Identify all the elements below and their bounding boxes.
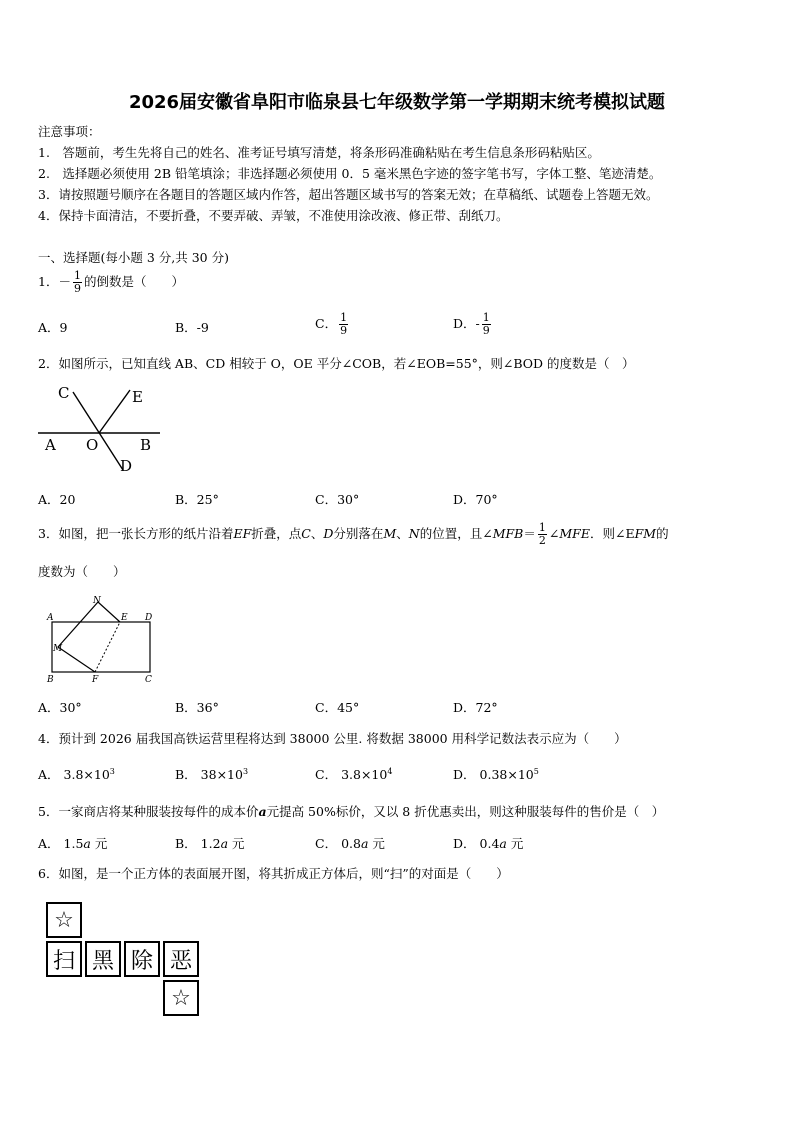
q2-option-d: D．70°	[453, 492, 498, 507]
q3-frac-denominator: 2	[538, 534, 546, 547]
notice-item-3: 3．请按照题号顺序在各题目的答题区域内作答，超出答题区域书写的答案无效；在草稿纸、试题卷上答题无效。	[38, 187, 659, 202]
q3-sep: 、	[310, 526, 324, 541]
q5-option-c	[315, 834, 385, 852]
q4-a-base: 3.8×10	[63, 767, 110, 782]
q1-option-d	[453, 312, 493, 337]
q4-b-exp: 3	[242, 766, 249, 776]
q5-d-label: D．	[453, 836, 476, 851]
label-e: E	[121, 613, 128, 623]
q5-a-var: a	[83, 836, 91, 851]
question-3-line-2: 度数为（ ）	[38, 564, 126, 579]
label-d: D	[145, 613, 153, 623]
q5-text-2: 元提高 50%标价，又以 8 折优惠卖出，则这种服装每件的售价是（ ）	[266, 804, 665, 819]
page-title: 2026届安徽省阜阳市临泉县七年级数学第一学期期末统考模拟试题	[128, 92, 666, 113]
q5-b-var: a	[220, 836, 229, 851]
q1-d-numerator: 1	[482, 311, 490, 324]
q2-option-a: A．20	[38, 492, 76, 507]
rectangle	[52, 622, 150, 672]
q5-option-b	[175, 834, 245, 852]
q1-option-b: B．-9	[175, 320, 209, 335]
q5-c-var: a	[360, 836, 369, 851]
q3-text-1: 3．如图，把一张长方形的纸片沿着	[38, 526, 234, 541]
q3-text-3: 分别落在	[333, 526, 384, 541]
ray-oe	[99, 390, 130, 433]
q3-option-d: D．72°	[453, 700, 498, 715]
q3-figure	[40, 592, 165, 687]
q1-number: 1．	[38, 274, 59, 289]
net-cell-chu: 除	[124, 941, 160, 977]
net-cell-star-top: ☆	[46, 902, 82, 938]
section-heading: 一、选择题(每小题 3 分,共 30 分)	[38, 250, 229, 265]
q3-option-b: B．36°	[175, 700, 219, 715]
q2-option-c: C．30°	[315, 492, 360, 507]
label-e: E	[132, 388, 143, 406]
q3-point-d: D	[323, 526, 334, 541]
q1-option-a: A．9	[38, 320, 68, 335]
q5-b-val: 1.2	[200, 836, 221, 851]
q1-fraction	[73, 270, 82, 295]
q1-option-c-fraction	[339, 312, 348, 337]
q5-a-val: 1.5	[63, 836, 84, 851]
q5-b-label: B．	[175, 836, 197, 851]
q1-option-c-label: C．	[315, 316, 338, 331]
q5-c-val: 0.8	[341, 836, 361, 851]
q1-frac-denominator: 9	[73, 282, 81, 295]
label-c: C	[145, 675, 152, 685]
q1-c-numerator: 1	[340, 311, 348, 324]
q5-c-unit: 元	[372, 836, 385, 851]
q4-a-exp: 3	[109, 766, 115, 776]
q5-option-d	[453, 834, 523, 852]
label-o: O	[86, 436, 99, 454]
q4-option-b	[175, 765, 248, 783]
question-4: 4．预计到 2026 届我国高铁运营里程将达到 38000 公里. 将数据 38000 用科学记数法表示应为（ ）	[38, 731, 627, 746]
q5-b-unit: 元	[232, 836, 245, 851]
q4-c-exp: 4	[387, 766, 393, 776]
notice-heading: 注意事项：	[38, 124, 101, 139]
net-cell-hei: 黑	[85, 941, 121, 977]
q3-mfb: MFB	[492, 526, 524, 541]
q1-text: 的倒数是（ ）	[83, 274, 184, 289]
net-cell-e: 恶	[163, 941, 199, 977]
label-b: B	[140, 436, 152, 454]
q4-c-label: C．	[315, 767, 338, 782]
q3-text-6: 的	[656, 526, 669, 541]
q2-option-b: B．25°	[175, 492, 219, 507]
q3-fm: FM	[634, 526, 657, 541]
q1-d-denominator: 9	[482, 324, 490, 337]
q3-text-5: ．则∠E	[589, 526, 635, 541]
q4-a-label: A．	[38, 767, 60, 782]
label-a: A	[47, 613, 54, 623]
q1-c-denominator: 9	[340, 324, 348, 337]
q5-a-unit: 元	[94, 836, 108, 851]
notice-item-1: 1. 答题前，考生先将自己的姓名、准考证号填写清楚，将条形码准确粘贴在考生信息条形码粘贴区。	[38, 145, 600, 160]
notice-item-4: 4．保持卡面清洁，不要折叠，不要弄破、弄皱，不准使用涂改液、修正带、刮纸刀。	[38, 208, 509, 223]
q3-mfe: MFE	[559, 526, 590, 541]
q1-option-c	[315, 312, 350, 337]
net-cell-star-bottom: ☆	[163, 980, 199, 1016]
q4-d-exp: 5	[533, 766, 539, 776]
q3-option-c: C．45°	[315, 700, 360, 715]
q3-option-a: A．30°	[38, 700, 82, 715]
label-b: B	[47, 675, 54, 685]
label-n: N	[93, 596, 101, 606]
q4-b-base: 38×10	[200, 767, 243, 782]
q4-option-d	[453, 765, 539, 783]
label-m: M	[53, 644, 63, 654]
q4-d-base: 0.38×10	[479, 767, 534, 782]
q4-option-a	[38, 765, 115, 783]
label-a: A	[45, 436, 56, 454]
q3-point-c: C	[301, 526, 311, 541]
q4-c-base: 3.8×10	[341, 767, 388, 782]
q3-point-n: N	[408, 526, 420, 541]
label-d: D	[120, 457, 133, 475]
q5-var-a: a	[258, 804, 267, 819]
q5-d-val: 0.4	[479, 836, 500, 851]
q5-a-label: A．	[38, 836, 60, 851]
q3-point-m: M	[383, 526, 397, 541]
question-3-line-1	[38, 522, 669, 547]
line-cd	[73, 392, 123, 470]
notice-item-2: 2. 选择题必须使用 2B 铅笔填涂；非选择题必须使用 0．5 毫米黑色字迹的签字笔书写，字体工整、笔迹清楚。	[38, 166, 662, 181]
fold-line-ef	[95, 622, 120, 672]
q3-frac-numerator: 1	[538, 521, 546, 534]
q1-minus: －	[58, 274, 71, 289]
q3-fraction	[538, 522, 547, 547]
q3-text-4: 的位置，且∠	[419, 526, 493, 541]
q3-ef: EF	[233, 526, 252, 541]
question-2: 2．如图所示，已知直线 AB、CD 相较于 O，OE 平分∠COB，若∠EOB=55°，则∠BOD 的度数是（ ）	[38, 356, 635, 371]
question-5	[38, 802, 664, 820]
q5-d-unit: 元	[510, 836, 524, 851]
q4-d-label: D．	[453, 767, 476, 782]
q3-sep-2: 、	[396, 526, 409, 541]
q5-text-1: 5．一家商店将某种服装按每件的成本价	[38, 804, 259, 819]
folded-part	[58, 602, 120, 672]
q1-option-d-label: D．-	[453, 316, 480, 331]
q1-frac-numerator: 1	[73, 269, 81, 282]
q4-option-c	[315, 765, 392, 783]
label-f: F	[92, 675, 99, 685]
question-1	[38, 270, 184, 295]
q5-option-a	[38, 834, 107, 852]
question-6: 6．如图，是一个正方体的表面展开图，将其折成正方体后，则“扫”的对面是（ ）	[38, 866, 509, 881]
q2-figure	[36, 380, 166, 480]
q4-b-label: B．	[175, 767, 197, 782]
net-cell-sao: 扫	[46, 941, 82, 977]
q3-angle: ∠	[548, 526, 560, 541]
q5-c-label: C．	[315, 836, 338, 851]
q5-d-var: a	[499, 836, 507, 851]
q3-text-2: 折叠，点	[251, 526, 302, 541]
q3-equals: ＝	[523, 526, 536, 541]
q1-option-d-fraction	[482, 312, 491, 337]
label-c: C	[58, 384, 70, 402]
